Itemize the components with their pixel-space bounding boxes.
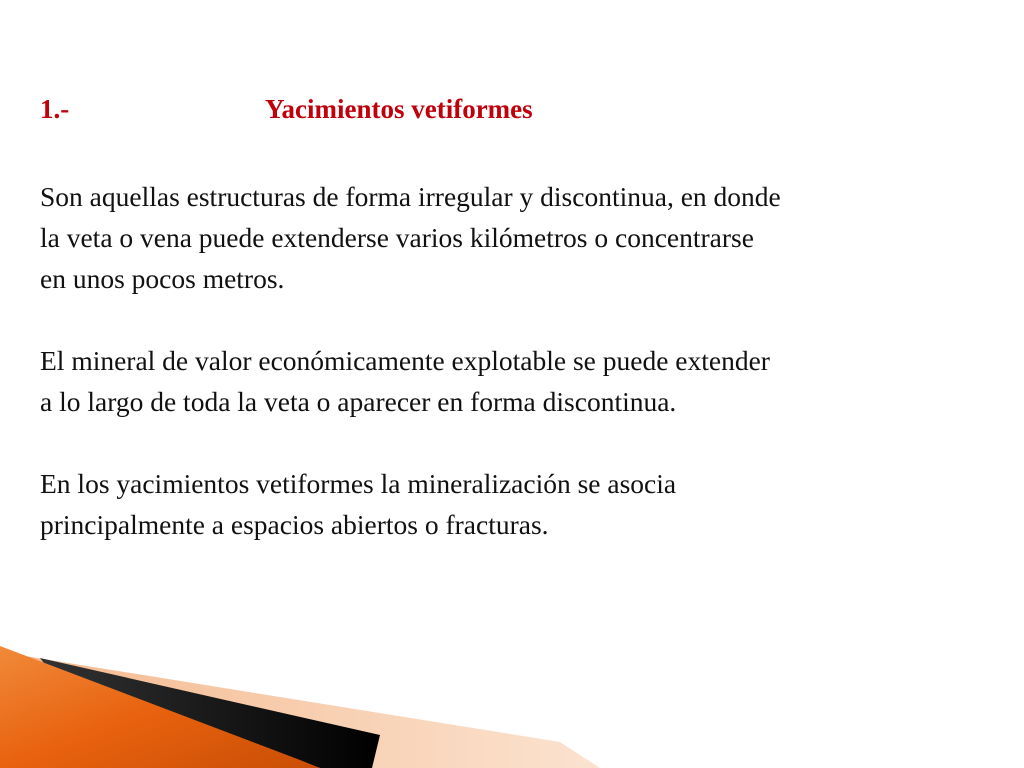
paragraph-line: El mineral de valor económicamente explotable se puede extender <box>40 345 770 376</box>
paragraph-line: en unos pocos metros. <box>40 263 285 294</box>
paragraph-line: la veta o vena puede extenderse varios kilómetros o concentrarse <box>40 222 754 253</box>
paragraph-line: Son aquellas estructuras de forma irregular y discontinua, en donde <box>40 181 781 212</box>
heading-number: 1.- <box>40 94 70 124</box>
paragraph-line: principalmente a espacios abiertos o fracturas. <box>40 509 549 540</box>
paragraph-line: a lo largo de toda la veta o aparecer en forma discontinua. <box>40 386 677 417</box>
heading-title: Yacimientos vetiformes <box>265 94 533 124</box>
paragraph-line: En los yacimientos vetiformes la mineralización se asocia <box>40 468 677 499</box>
